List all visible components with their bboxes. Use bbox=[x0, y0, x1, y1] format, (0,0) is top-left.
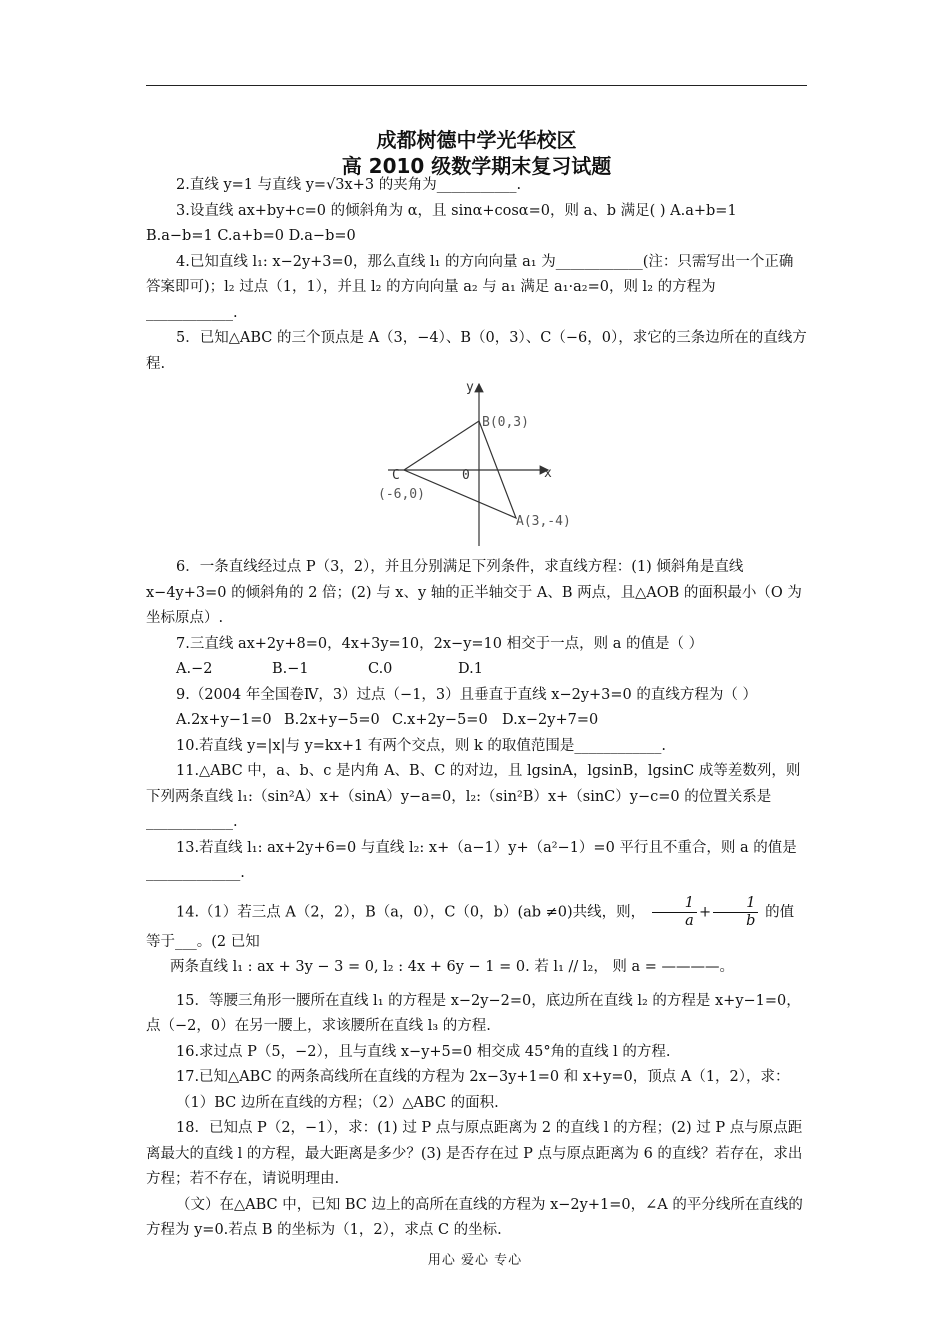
question-5: 5．已知△ABC 的三个顶点是 A（3，−4）、B（0，3）、C（−6，0），求它的三条边所在的直线方程. bbox=[146, 330, 807, 372]
question-17-sub: （1）BC 边所在直线的方程；（2）△ABC 的面积. bbox=[176, 1094, 499, 1111]
option-a: A.−2 bbox=[176, 661, 213, 677]
question-17: 17.已知△ABC 的两条高线所在直线的方程为 2x−3y+1=0 和 x+y=0，顶点 A（1，2），求： bbox=[176, 1069, 790, 1085]
option-d: D.1 bbox=[458, 661, 483, 677]
fraction-one-over-a: $\frac{1}{a}$ bbox=[652, 895, 697, 930]
option-d: D.x−2y+7=0 bbox=[502, 712, 599, 728]
question-7: 7.三直线 ax+2y+8=0，4x+3y=10，2x−y=10 相交于一点，则 a 的值是（ ） bbox=[176, 635, 704, 652]
question-9-options bbox=[146, 708, 807, 734]
point-c-coords: (-6,0) bbox=[378, 487, 425, 502]
point-c-label: C bbox=[392, 468, 400, 483]
question-9: 9.（2004 年全国卷Ⅳ，3）过点（−1，3）且垂直于直线 x−2y+3=0 的直线方程为（ ） bbox=[176, 686, 757, 703]
option-a: A.2x+y−1=0 bbox=[176, 712, 272, 728]
header-rule bbox=[146, 85, 807, 86]
question-3: 3.设直线 ax+by+c=0 的倾斜角为 α，且 sinα+cosα=0，则 a、b 满足( ) A.a+b=1 B.a−b=1 C.a+b=0 D.a−b=0 bbox=[146, 202, 737, 244]
y-axis-label: y bbox=[466, 381, 474, 395]
fraction-one-over-b: $\frac{1}{b}$ bbox=[713, 895, 758, 930]
question-4: 4.已知直线 l₁: x−2y+3=0，那么直线 l₁ 的方向向量 a₁ 为____________(注：只需写出一个正确答案即可)；l₂ 过点（1，1），并且 l₂ 的方向向量 a₂ 与 a₁ 满足 a₁·a₂=0，则 l₂ 的方程为____________. bbox=[146, 253, 794, 321]
question-18-wen: （文）在△ABC 中，已知 BC 边上的高所在直线的方程为 x−2y+1=0，∠A 的平分线所在直线的方程为 y=0.若点 B 的坐标为（1，2），求点 C 的坐标. bbox=[146, 1196, 803, 1238]
option-b: B.2x+y−5=0 bbox=[284, 712, 380, 728]
question-14-part2: 两条直线 l₁ : ax + 3y − 3 = 0, l₂ : 4x + 6y − 1 = 0. 若 l₁ // l₂， 则 a = ————。 bbox=[170, 959, 735, 975]
question-6: 6．一条直线经过点 P（3，2），并且分别满足下列条件，求直线方程：(1) 倾斜角是直线 x−4y+3=0 的倾斜角的 2 倍；(2) 与 x、y 轴的正半轴交于 A、B 两点，且△AOB 的面积最小（O 为坐标原点）. bbox=[146, 559, 802, 626]
triangle-figure bbox=[146, 381, 807, 551]
point-b-label: B(0,3) bbox=[482, 415, 529, 430]
question-10: 10.若直线 y=|x|与 y=kx+1 有两个交点，则 k 的取值范围是____________. bbox=[176, 737, 666, 754]
school-title: 成都树德中学光华校区 bbox=[376, 128, 577, 152]
question-15: 15．等腰三角形一腰所在直线 l₁ 的方程是 x−2y−2=0，底边所在直线 l₂ 的方程是 x+y−1=0，点（−2，0）在另一腰上，求该腰所在直线 l₃ 的方程. bbox=[146, 992, 801, 1034]
question-16: 16.求过点 P（5，−2），且与直线 x−y+5=0 相交成 45°角的直线 l 的方程. bbox=[176, 1043, 671, 1060]
option-c: C.0 bbox=[368, 661, 393, 677]
question-18: 18．已知点 P（2，−1），求：(1) 过 P 点与原点距离为 2 的直线 l 的方程；(2) 过 P 点与原点距离最大的直线 l 的方程，最大距离是多少？(3) 是否存在过 P 点与原点距离为 6 的直线？若存在，求出方程；若不存在，请说明理由. bbox=[146, 1120, 803, 1187]
question-14-part1: 14.（1）若三点 A（2，2），B（a，0），C（0，b）(ab ≠0)共线，则， $\frac{1}{a}$ + $\frac{1}{b}$ 的值等于___。(2 已知 bbox=[146, 894, 795, 950]
question-11: 11.△ABC 中，a、b、c 是内角 A、B、C 的对边，且 lgsinA，lgsinB，lgsinC 成等差数列，则下列两条直线 l₁:（sin²A）x+（sinA）y−a=0，l₂:（sin²B）x+（sinC）y−c=0 的位置关系是____________. bbox=[146, 763, 801, 830]
page-footer: 用心 爱心 专心 bbox=[427, 1253, 523, 1268]
option-c: C.x+2y−5=0 bbox=[392, 712, 488, 728]
x-axis-label: x bbox=[544, 466, 552, 481]
question-body bbox=[146, 173, 807, 1244]
exam-title: 高 2010 级数学期末复习试题 bbox=[341, 154, 612, 178]
point-a-label: A(3,-4) bbox=[516, 514, 571, 529]
option-b: B.−1 bbox=[272, 661, 309, 677]
origin-label: 0 bbox=[462, 468, 470, 483]
question-13: 13.若直线 l₁: ax+2y+6=0 与直线 l₂: x+（a−1）y+（a²−1）=0 平行且不重合，则 a 的值是_____________. bbox=[146, 839, 797, 881]
question-2: 2.直线 y=1 与直线 y=√3x+3 的夹角为___________. bbox=[176, 177, 522, 193]
question-7-options bbox=[146, 657, 807, 683]
triangle-diagram bbox=[378, 381, 578, 551]
